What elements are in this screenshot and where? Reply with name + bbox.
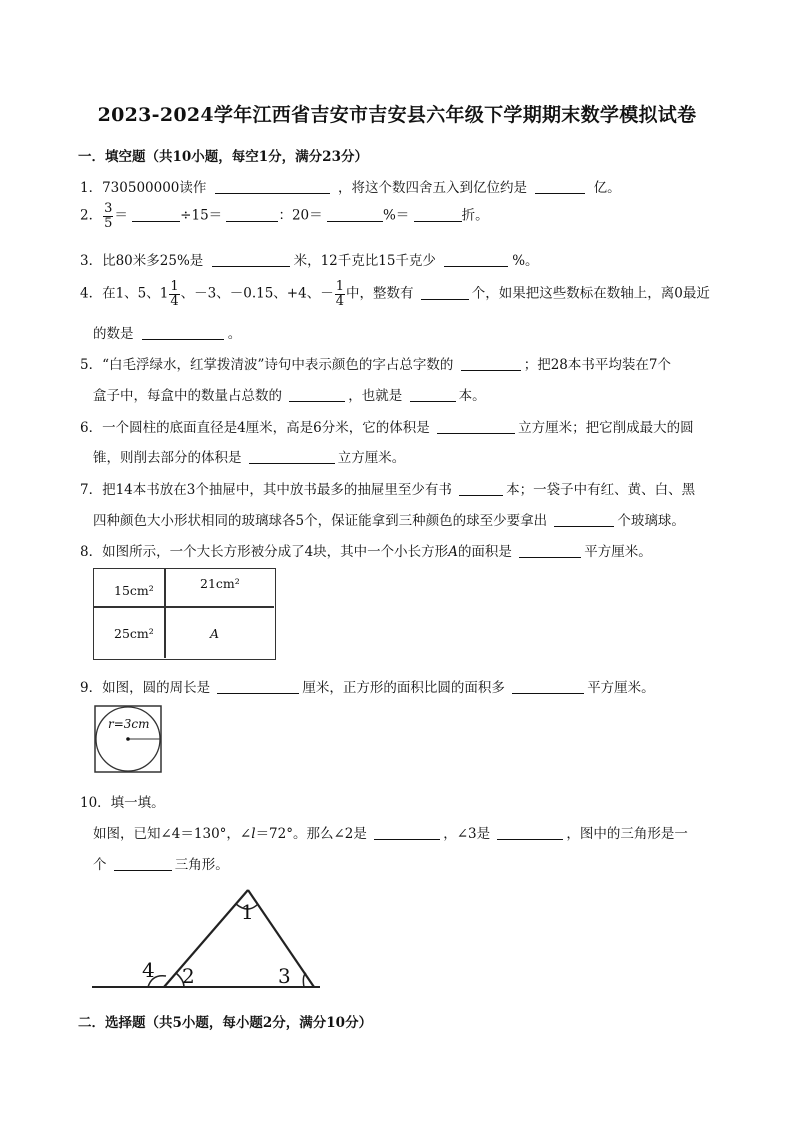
q10-angle-label-4: 4 [142, 958, 155, 982]
q8-text-b: 的面积是 [457, 544, 512, 560]
question-5-line-2 [93, 384, 486, 404]
q7-line1-text-a: 7．把14本书放在3个抽屉中，其中放书最多的抽屉里至少有书 [80, 482, 452, 498]
q3-blank-1[interactable] [212, 253, 290, 267]
question-6-line-2 [93, 446, 405, 466]
q10-blank-1[interactable] [374, 826, 440, 840]
q8-horizontal-divider [94, 606, 274, 608]
q1-text-a: 1．730500000读作 [80, 180, 207, 196]
q8-blank-1[interactable] [519, 544, 581, 558]
q5-blank-1[interactable] [461, 357, 521, 371]
q7-line2-text-a: 四种颜色大小形状相同的玻璃球各5个，保证能拿到三种颜色的球至少要拿出 [93, 513, 548, 529]
q6-line2-text-a: 锥，则削去部分的体积是 [93, 450, 242, 466]
question-9 [80, 676, 655, 696]
q4-line2-text-b: 。 [227, 326, 242, 342]
q2-text-a: ＝ [114, 207, 128, 224]
q5-blank-3[interactable] [410, 388, 456, 402]
q3-text-b: 米，12千克比15千克少 [293, 253, 436, 269]
question-7 [80, 478, 695, 498]
q7-line1-text-b: 本；一袋子中有红、黄、白、黑 [506, 482, 696, 498]
question-2 [80, 202, 489, 230]
q2-blank-3[interactable] [327, 208, 383, 222]
q4-line2-text-a: 的数是 [93, 326, 134, 342]
q8-variable-a: A [448, 544, 458, 560]
q10-blank-3[interactable] [114, 857, 172, 871]
q1-blank-1[interactable] [215, 180, 330, 194]
q4-blank-1[interactable] [421, 286, 469, 300]
question-1 [80, 176, 621, 196]
q7-blank-2[interactable] [554, 513, 614, 527]
q5-line2-text-a: 盒子中，每盒中的数量占总数的 [93, 388, 282, 404]
q3-text-a: 3．比80米多25%是 [80, 253, 204, 269]
q8-cell-bottom-right: A [210, 626, 220, 641]
q6-line2-text-b: 立方厘米。 [337, 450, 406, 466]
q4-text-a: 4．在1、5、1 [80, 285, 169, 302]
q9-blank-2[interactable] [512, 680, 584, 694]
q2-prefix: 2． [80, 207, 103, 224]
q1-blank-2[interactable] [535, 180, 585, 194]
q9-figure-svg [94, 705, 162, 773]
q4-text-b: 、－3、－0.15、+4、－ [180, 285, 334, 302]
q2-blank-4[interactable] [414, 208, 462, 222]
q4-text-c: 中，整数有 [345, 285, 414, 302]
q5-line1-text-b: ；把28本书平均装在7个 [523, 357, 671, 373]
question-10-line-2 [93, 853, 229, 873]
q10-triangle-figure [92, 884, 322, 992]
q6-line1-text-a: 6．一个圆柱的底面直径是4厘米，高是6分米，它的体积是 [80, 420, 430, 436]
q2-text-b: ÷15＝ [180, 207, 223, 224]
question-3 [80, 249, 539, 269]
q4-text-d: 个，如果把这些数标在数轴上，离0最近 [471, 285, 710, 302]
q10-line2-text-a: 个 [93, 857, 107, 873]
q7-blank-1[interactable] [459, 482, 503, 496]
q9-center-dot [126, 737, 130, 741]
q10-line1-text-b: ＝72°。那么∠2是 [255, 826, 367, 842]
q7-line2-text-b: 个玻璃球。 [617, 513, 685, 529]
q8-cell-bottom-left: 25cm² [114, 626, 154, 641]
question-10-line-1 [93, 822, 688, 842]
q10-blank-2[interactable] [497, 826, 563, 840]
question-10-heading: 10．填一填。 [80, 795, 165, 811]
question-6 [80, 416, 694, 436]
q6-line1-text-b: 立方厘米；把它削成最大的圆 [518, 420, 694, 436]
q1-text-b: ，将这个数四舍五入到亿位约是 [338, 180, 527, 196]
question-5 [80, 353, 671, 373]
section-heading-fill-in: 一．填空题（共10小题，每空1分，满分23分） [78, 149, 368, 165]
q8-cell-top-right: 21cm² [200, 576, 240, 591]
q9-radius-label: r=3cm [108, 717, 150, 731]
q2-text-e: 折。 [461, 207, 489, 224]
q10-angle-label-1: 1 [241, 900, 254, 924]
q8-cell-top-left: 15cm² [114, 583, 154, 598]
question-4-line-2 [93, 322, 241, 342]
q6-blank-1[interactable] [437, 420, 515, 434]
q10-line2-text-b: 三角形。 [174, 857, 229, 873]
q2-fraction: $\frac{3}{5}$ [104, 201, 113, 231]
q6-blank-2[interactable] [249, 450, 335, 464]
q5-blank-2[interactable] [289, 388, 345, 402]
q10-line1-text-c: ，∠3是 [443, 826, 491, 842]
q10-angle-label-2: 2 [182, 964, 195, 988]
q2-text-d: %＝ [382, 207, 410, 224]
question-4 [80, 280, 710, 308]
q8-vertical-divider [164, 569, 166, 658]
q5-line2-text-b: ，也就是 [348, 388, 403, 404]
question-8 [80, 540, 652, 560]
q8-rectangle-figure [93, 568, 276, 660]
q9-text-b: 厘米，正方形的面积比圆的面积多 [302, 680, 505, 696]
q9-blank-1[interactable] [217, 680, 299, 694]
q4-blank-2[interactable] [142, 326, 224, 340]
q2-text-c: ：20＝ [278, 207, 323, 224]
q3-text-c: %。 [512, 253, 539, 269]
question-7-line-2 [93, 509, 685, 529]
q9-circle-square-figure [94, 705, 162, 773]
q5-line2-text-c: 本。 [458, 388, 486, 404]
q4-fraction: $\frac{1}{4}$ [335, 279, 344, 309]
q8-text-a: 8．如图所示，一个大长方形被分成了4块，其中一个小长方形 [80, 544, 449, 560]
section-heading-multiple-choice: 二．选择题（共5小题，每小题2分，满分10分） [78, 1015, 373, 1031]
q10-line1-text-d: ，图中的三角形是一 [566, 826, 688, 842]
q1-text-c: 亿。 [593, 180, 621, 196]
page-title: 2023-2024学年江西省吉安市吉安县六年级下学期期末数学模拟试卷 [97, 104, 697, 126]
q9-text-a: 9．如图，圆的周长是 [80, 680, 211, 696]
q10-line1-text-a: 如图，已知∠4＝130°，∠ [93, 826, 252, 842]
q3-blank-2[interactable] [444, 253, 508, 267]
q4-mixed-fraction: $\frac{1}{4}$ [170, 279, 179, 309]
q2-blank-2[interactable] [226, 208, 278, 222]
q10-angle-label-3: 3 [278, 964, 291, 988]
q10-triangle-left-side [164, 890, 248, 987]
q2-blank-1[interactable] [132, 208, 180, 222]
q10-variable-l: l [251, 826, 256, 842]
q8-text-c: 平方厘米。 [584, 544, 652, 560]
q9-text-c: 平方厘米。 [587, 680, 655, 696]
q5-line1-text-a: 5．“白毛浮绿水，红掌拨清波”诗句中表示颜色的字占总字数的 [80, 357, 454, 373]
